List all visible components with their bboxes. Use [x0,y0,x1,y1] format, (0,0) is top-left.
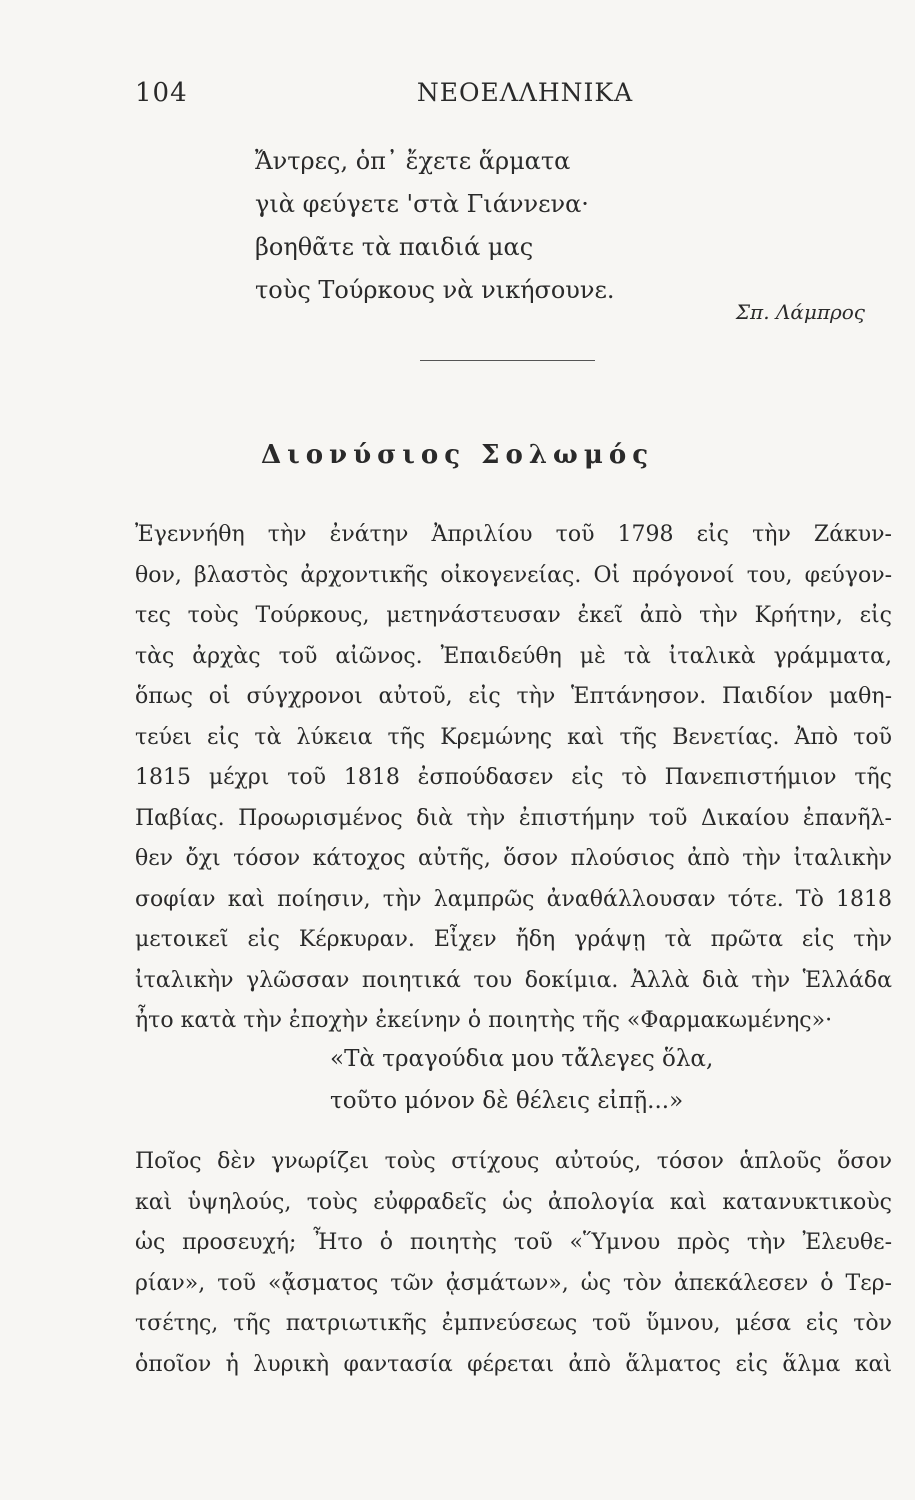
text-line: ὁποῖον ἡ λυρικὴ φαντασία φέρεται ἀπὸ ἅλματος εἰς ἅλμα καὶ [135,1351,892,1377]
poem-line: τοὺς Τούρκους νὰ νικήσουνε. [255,276,615,304]
text-line: Ποῖος δὲν γνωρίζει τοὺς στίχους αὐτούς, τόσον ἁπλοῦς ὅσον [135,1149,892,1174]
text-line: Παβίας. Προωρισμένος διὰ τὴν ἐπιστήμην τοῦ Δικαίου ἐπανῆλ- [135,805,892,831]
text-line: μετοικεῖ εἰς Κέρκυραν. Εἶχεν ἤδη γράψῃ τὰ πρῶτα εἰς τὴν [135,927,892,952]
quoted-verse [330,1038,713,1122]
commentary-paragraph [135,1142,892,1385]
epigraph-poem [255,140,615,312]
section-heading: Διονύσιος Σολωμός [260,440,655,470]
page-header [135,78,885,114]
text-line: ὅπως οἱ σύγχρονοι αὐτοῦ, εἰς τὴν Ἑπτάνησον. Παιδίον μαθη- [135,684,892,709]
quote-line: τοῦτο μόνον δὲ θέλεις εἰπῇ...» [330,1088,684,1114]
text-line: 1815 μέχρι τοῦ 1818 ἐσπούδασεν εἰς τὸ Πανεπιστήμιον τῆς [135,765,892,790]
poem-line: γιὰ φεύγετε 'στὰ Γιάννενα· [255,190,589,218]
quote-line: «Τὰ τραγούδια μου τἄλεγες ὅλα, [330,1046,714,1072]
text-line: Ἐγεννήθη τὴν ἐνάτην Ἀπριλίου τοῦ 1798 εἰς τὴν Ζάκυν- [135,522,892,547]
page-number: 104 [135,78,188,108]
text-line: θεν ὄχι τόσον κάτοχος αὐτῆς, ὅσον πλούσιος ἀπὸ τὴν ἰταλικὴν [135,846,892,871]
running-title: ΝΕΟΕΛΛΗΝΙΚΑ [416,78,634,107]
section-divider [420,360,595,361]
text-line: τσέτης, τῆς πατριωτικῆς ἐμπνεύσεως τοῦ ὕμνου, μέσα εἰς τὸν [135,1311,892,1336]
text-line: ρίαν», τοῦ «ᾄσματος τῶν ᾀσμάτων», ὡς τὸν ἀπεκάλεσεν ὁ Τερ- [135,1270,892,1296]
text-line: καὶ ὑψηλούς, τοὺς εὐφραδεῖς ὡς ἀπολογία καὶ κατανυκτικοὺς [135,1189,892,1215]
text-line: σοφίαν καὶ ποίησιν, τὴν λαμπρῶς ἀναθάλλουσαν τότε. Τὸ 1818 [135,886,892,912]
text-line: θον, βλαστὸς ἀρχοντικῆς οἰκογενείας. Οἱ πρόγονοί του, φεύγον- [135,562,892,588]
poem-author-signature: Σπ. Λάμπρος [735,300,865,324]
text-line: τες τοὺς Τούρκους, μετηνάστευσαν ἐκεῖ ἀπὸ τὴν Κρήτην, εἰς [135,603,892,628]
text-line: τὰς ἀρχὰς τοῦ αἰῶνος. Ἐπαιδεύθη μὲ τὰ ἰταλικὰ γράμματα, [135,643,892,669]
text-line: ἦτο κατὰ τὴν ἐποχὴν ἐκείνην ὁ ποιητὴς τῆς «Φαρμακωμένης»· [135,1008,833,1033]
text-line: ὡς προσευχή; Ἦτο ὁ ποιητὴς τοῦ «Ὕμνου πρὸς τὴν Ἐλευθε- [135,1230,892,1255]
biography-paragraph [135,515,892,1042]
poem-line: Ἄντρες, ὁπ᾽ ἔχετε ἅρματα [255,147,571,175]
text-line: τεύει εἰς τὰ λύκεια τῆς Κρεμώνης καὶ τῆς Βενετίας. Ἀπὸ τοῦ [135,724,892,750]
poem-line: βοηθᾶτε τὰ παιδιά μας [255,233,534,261]
text-line: ἰταλικὴν γλῶσσαν ποιητικά του δοκίμια. Ἀλλὰ διὰ τὴν Ἑλλάδα [135,967,892,993]
